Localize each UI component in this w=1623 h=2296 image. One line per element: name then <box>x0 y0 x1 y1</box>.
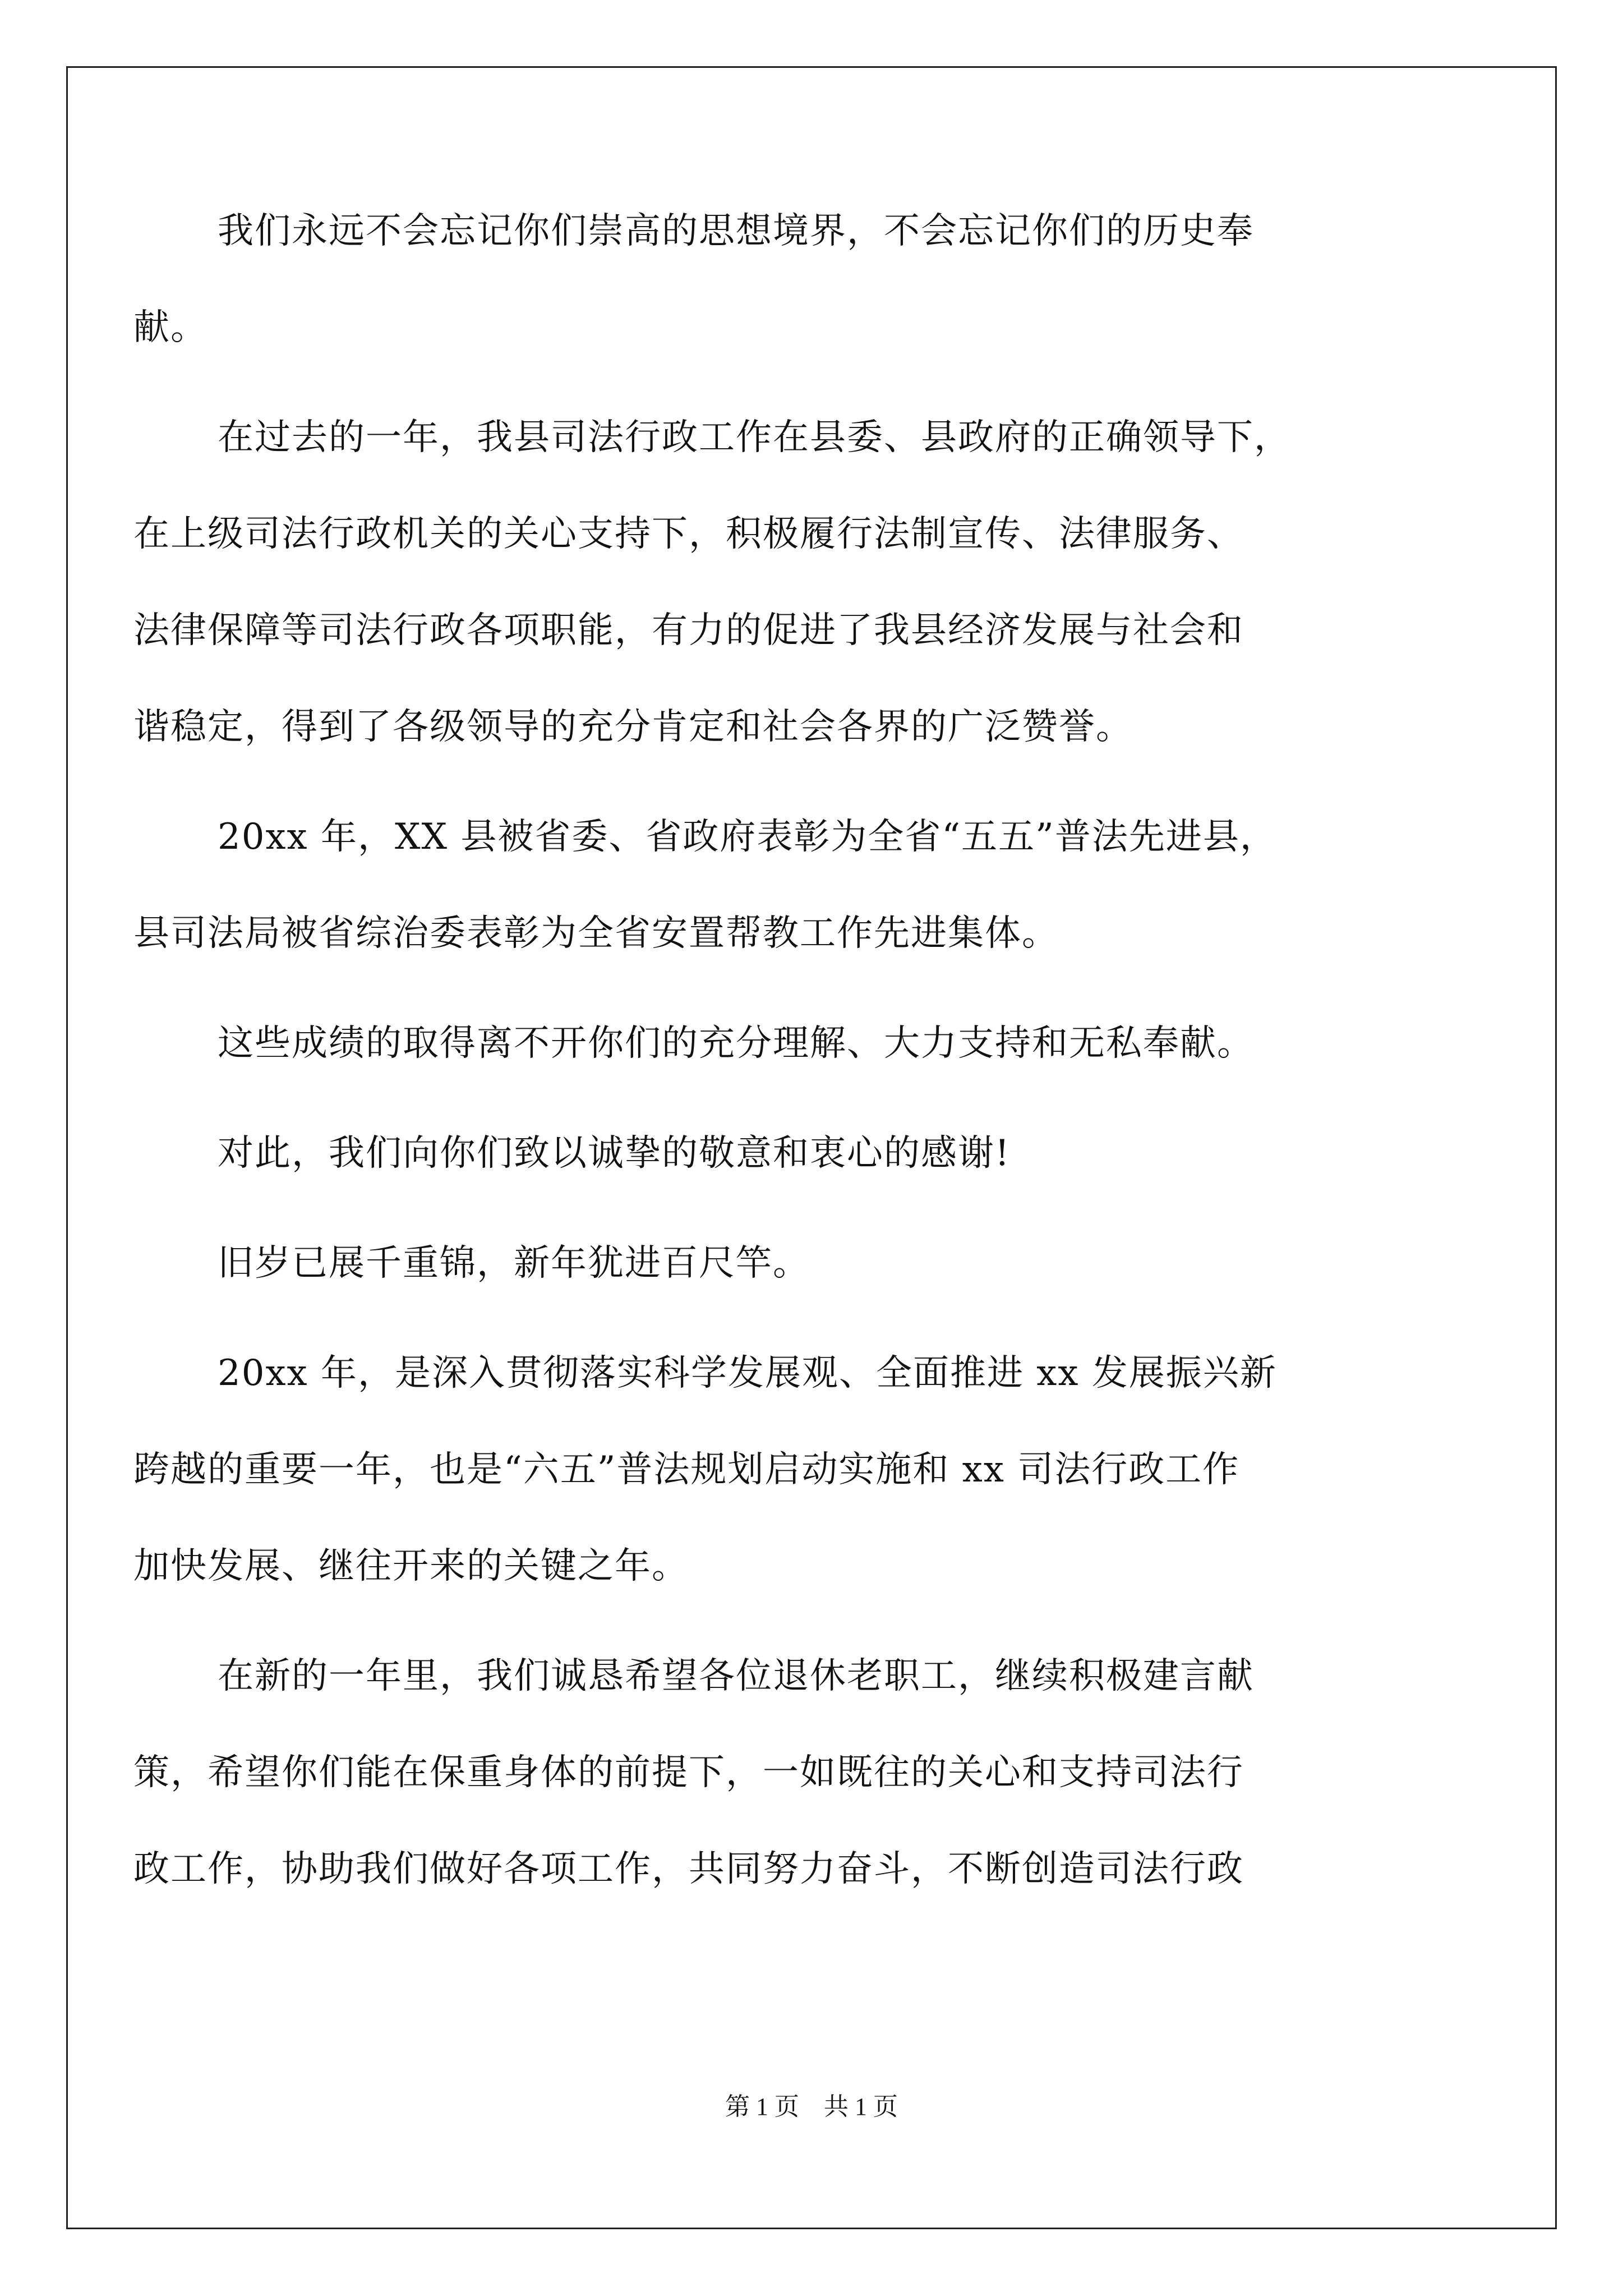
text-line: 对此，我们向你们致以诚挚的敬意和衷心的感谢! <box>218 1133 1011 1174</box>
text-line: 这些成绩的取得离不开你们的充分理解、大力支持和无私奉献。 <box>218 1023 1254 1064</box>
text-line: 策，希望你们能在保重身体的前提下，一如既往的关心和支持司法行 <box>133 1752 1244 1793</box>
text-line: 旧岁已展千重锦，新年犹进百尺竿。 <box>218 1243 810 1284</box>
text-line: 20xx 年，XX 县被省委、省政府表彰为全省“五五”普法先进县， <box>218 816 1277 858</box>
text-line: 谐稳定，得到了各级领导的充分肯定和社会各界的广泛赞誉。 <box>133 706 1133 748</box>
text-line: 20xx 年，是深入贯彻落实科学发展观、全面推进 xx 发展振兴新 <box>218 1352 1277 1394</box>
text-line: 在新的一年里，我们诚恳希望各位退休老职工，继续积极建言献 <box>218 1655 1254 1697</box>
text-line: 献。 <box>133 307 208 348</box>
text-line: 跨越的重要一年，也是“六五”普法规划启动实施和 xx 司法行政工作 <box>133 1449 1240 1490</box>
text-line: 加快发展、继往开来的关键之年。 <box>133 1545 689 1587</box>
text-line: 在上级司法行政机关的关心支持下，积极履行法制宣传、法律服务、 <box>133 513 1244 555</box>
page-footer: 第 1 页 共 1 页 <box>725 2093 898 2120</box>
text-line: 我们永远不会忘记你们崇高的思想境界，不会忘记你们的历史奉 <box>218 210 1254 252</box>
text-line: 县司法局被省综治委表彰为全省安置帮教工作先进集体。 <box>133 913 1059 954</box>
text-line: 在过去的一年，我县司法行政工作在县委、县政府的正确领导下， <box>218 417 1291 458</box>
text-line: 政工作，协助我们做好各项工作，共同努力奋斗，不断创造司法行政 <box>133 1848 1244 1890</box>
text-line: 法律保障等司法行政各项职能，有力的促进了我县经济发展与社会和 <box>133 610 1244 651</box>
